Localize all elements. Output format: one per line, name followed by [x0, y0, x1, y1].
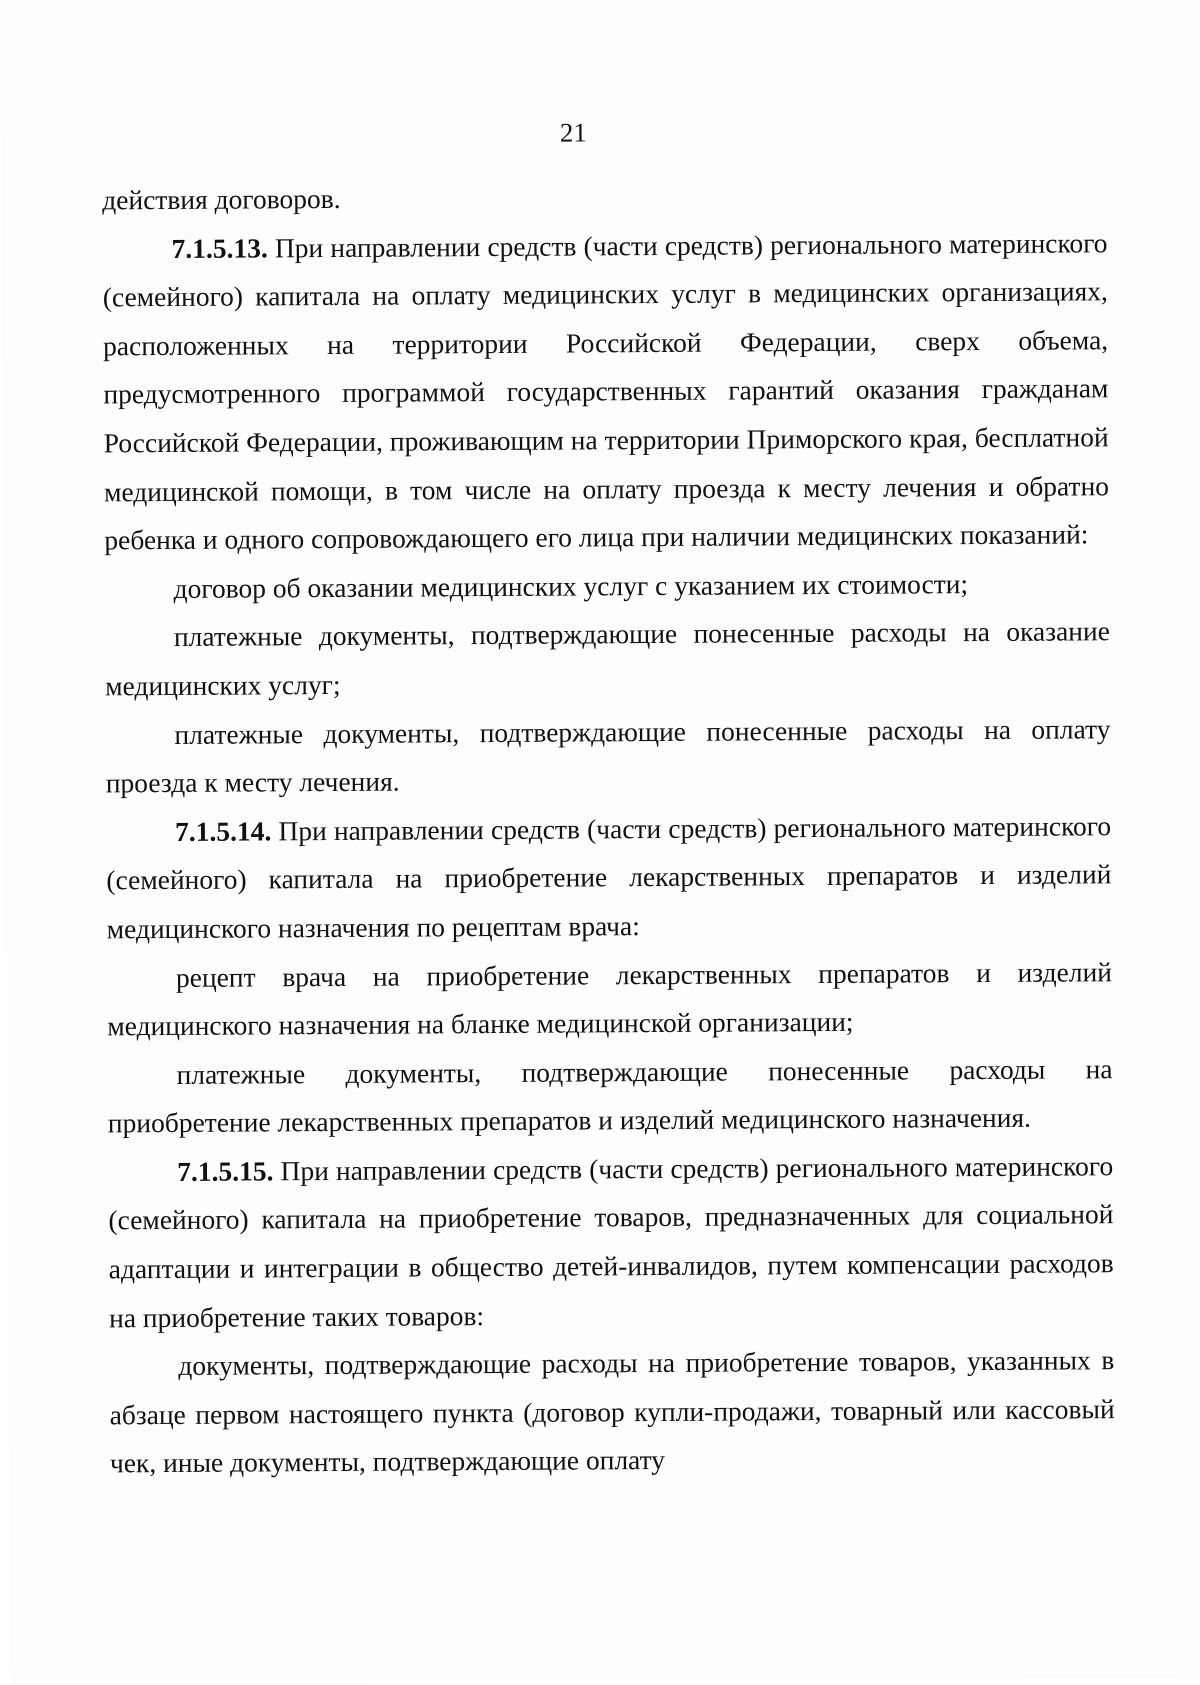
paragraph-text: рецепт врача на приобретение лекарственных препаратов и изделий медицинского назначения на бланке медицинской организации;	[107, 955, 1113, 1042]
paragraph-text: платежные документы, подтверждающие понесенные расходы на оплату проезда к месту лечения.	[105, 712, 1111, 799]
list-item-prescription	[107, 948, 1113, 1051]
paragraph-text: При направлении средств (части средств) регионального материнского (семейного) капитала на приобретение лекарственных препаратов и изделий медицинского назначения по рецептам врача:	[106, 809, 1112, 945]
clause-7-1-5-14	[106, 802, 1112, 954]
clause-number: 7.1.5.15.	[177, 1155, 274, 1187]
clause-number: 7.1.5.14.	[174, 815, 272, 847]
list-item-contract	[104, 559, 1109, 614]
list-item-payment-medical	[105, 608, 1111, 711]
paragraph-text: При направлении средств (части средств) регионального материнского (семейного) капитала на оплату медицинских услуг в медицинских организациях, расположенных на территории Российской Федерации, сверх объема, предусмотренного программой государственных гарантий оказания гражданам Российской Федерации, проживающим на территории Приморского края, бесплатной медицинской помощи, в том числе на оплату проезда к месту лечения и обратно ребенка и одного сопровождающего его лица при наличии медицинских показаний:	[102, 226, 1110, 556]
paragraph-text: договор об оказании медицинских услуг с указанием их стоимости;	[173, 567, 969, 604]
page-number: 21	[559, 117, 587, 148]
clause-7-1-5-15	[108, 1142, 1114, 1343]
paragraph-text: документы, подтверждающие расходы на приобретение товаров, указанных в абзаце первом настоящего пункта (договор купли-продажи, товарный или кассовый чек, иные документы, подтверждающие оплату	[109, 1344, 1115, 1479]
document-body	[102, 170, 1115, 1488]
clause-number: 7.1.5.13.	[171, 231, 268, 264]
list-item-payment-drugs	[107, 1045, 1113, 1148]
paragraph-text: действия договоров.	[102, 182, 341, 216]
paragraph-text: платежные документы, подтверждающие понесенные расходы на оказание медицинских услуг;	[105, 615, 1110, 702]
paragraph-continuation	[102, 170, 1107, 225]
list-item-payment-travel	[105, 705, 1111, 808]
clause-7-1-5-13	[102, 219, 1109, 565]
paragraph-text: При направлении средств (части средств) регионального материнского (семейного) капитала на приобретение товаров, предназначенных для социальной адаптации и интеграции в общество детей-инвалидов, путем компенсации расходов на приобретение таких товаров:	[108, 1150, 1114, 1334]
list-item-goods-documents	[109, 1336, 1115, 1488]
paragraph-text: платежные документы, подтверждающие понесенные расходы на приобретение лекарственных препаратов и изделий медицинского назначения.	[107, 1052, 1113, 1139]
